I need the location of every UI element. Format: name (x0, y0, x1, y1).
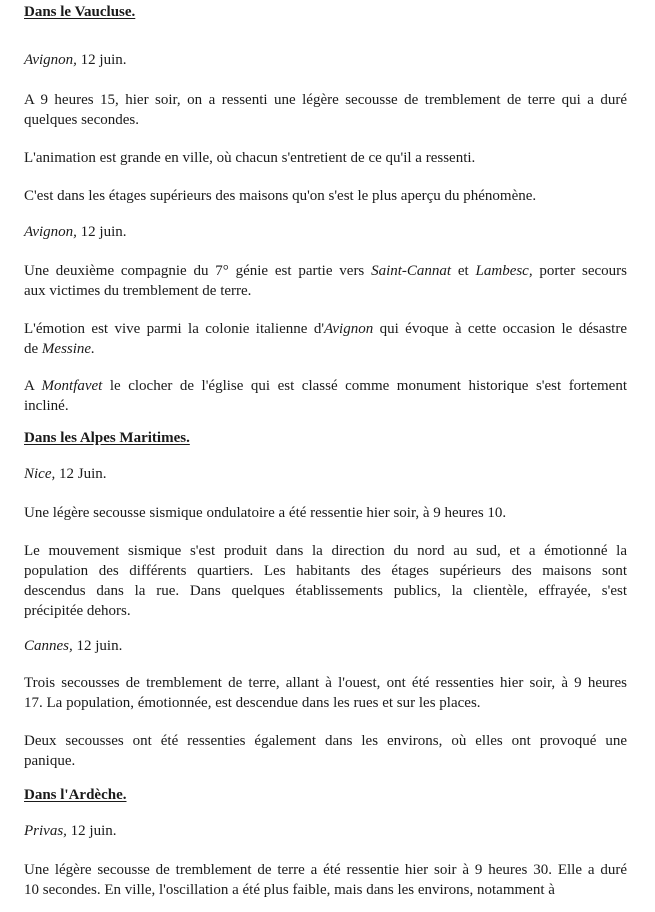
section-heading: Dans les Alpes Maritimes. (24, 430, 190, 446)
paragraph (24, 860, 627, 900)
paragraph (24, 376, 627, 416)
italic-place-name: Messine. (41, 341, 95, 357)
text-run: C'est dans les étages supérieurs des maisons qu'on s'est le plus aperçu du phénomène. (24, 188, 537, 204)
dateline (24, 222, 127, 242)
text-run: A 9 heures 15, hier soir, on a ressenti une légère secousse de tremblement de terre qui a duré (24, 92, 627, 108)
dateline (24, 464, 107, 484)
paragraph-line (24, 693, 627, 713)
paragraph-line (24, 319, 627, 339)
text-run: précipitée dehors. (24, 603, 131, 619)
paragraph-line (24, 601, 627, 621)
paragraph (24, 503, 627, 523)
paragraph-line (24, 376, 627, 396)
text-run: incliné. (24, 398, 69, 414)
paragraph (24, 731, 627, 771)
dateline-place: Avignon, (24, 224, 77, 240)
paragraph-line (24, 673, 627, 693)
dateline-date: 12 juin. (76, 224, 127, 240)
dateline-date: 12 Juin. (55, 466, 107, 482)
dateline (24, 50, 127, 70)
text-run: descendus dans la rue. Dans quelques établissements publics, la clientèle, effrayée, s'est (24, 583, 627, 599)
paragraph (24, 148, 627, 168)
text-run: porter secours (532, 263, 627, 279)
paragraph-line (24, 581, 627, 601)
paragraph-line (24, 110, 627, 130)
text-run: aux victimes du tremblement de terre. (24, 283, 252, 299)
paragraph (24, 90, 627, 130)
paragraph-line (24, 186, 627, 206)
dateline-place: Avignon, (24, 52, 77, 68)
paragraph-line (24, 261, 627, 281)
paragraph-line (24, 281, 627, 301)
paragraph-line (24, 880, 627, 900)
paragraph-line (24, 339, 627, 359)
section-heading: Dans l'Ardèche. (24, 787, 127, 803)
paragraph (24, 673, 627, 713)
dateline (24, 636, 122, 656)
dateline-place: Cannes, (24, 638, 73, 654)
italic-place-name: Lambesc, (475, 263, 533, 279)
dateline-place: Nice, (24, 466, 56, 482)
dateline-date: 12 juin. (66, 823, 117, 839)
text-run: panique. (24, 753, 76, 769)
paragraph-line (24, 90, 627, 110)
text-run: Trois secousses de tremblement de terre, allant à l'ouest, ont été ressenties hier soir, à 9 heures (24, 675, 627, 691)
paragraph (24, 261, 627, 301)
text-run: L'émotion est vive parmi la colonie italienne d' (24, 321, 325, 337)
paragraph (24, 541, 627, 621)
text-run: Une deuxième compagnie du 7° génie est partie vers (24, 263, 372, 279)
text-run: quelques secondes. (24, 112, 139, 128)
dateline (24, 821, 117, 841)
dateline-place: Privas, (24, 823, 67, 839)
italic-place-name: Saint-Cannat (371, 263, 452, 279)
text-run: qui évoque à cette occasion le désastre (373, 321, 628, 337)
section-heading: Dans le Vaucluse. (24, 4, 136, 20)
text-run: 10 secondes. En ville, l'oscillation a été plus faible, mais dans les environs, notamment à (24, 882, 555, 898)
italic-place-name: Avignon (324, 321, 374, 337)
paragraph-line (24, 751, 627, 771)
text-run: de (24, 341, 42, 357)
paragraph-line (24, 541, 627, 561)
text-run: Une légère secousse sismique ondulatoire a été ressentie hier soir, à 9 heures 10. (24, 505, 507, 521)
text-run: Deux secousses ont été ressenties également dans les environs, où elles ont provoqué une (24, 733, 627, 749)
text-run: le clocher de l'église qui est classé comme monument historique s'est fortement (102, 378, 627, 394)
text-run: 17. La population, émotionnée, est descendue dans les rues et sur les places. (24, 695, 481, 711)
paragraph-line (24, 860, 627, 880)
paragraph-line (24, 148, 627, 168)
text-run: Une légère secousse de tremblement de terre a été ressentie hier soir à 9 heures 30. Elle a duré (24, 862, 627, 878)
text-run: L'animation est grande en ville, où chacun s'entretient de ce qu'il a ressenti. (24, 150, 476, 166)
italic-place-name: Montfavet (41, 378, 103, 394)
paragraph (24, 186, 627, 206)
paragraph-line (24, 731, 627, 751)
text-run: et (451, 263, 476, 279)
paragraph (24, 319, 627, 359)
text-run: Le mouvement sismique s'est produit dans la direction du nord au sud, et a émotionné la (24, 543, 627, 559)
text-run: A (24, 378, 42, 394)
dateline-date: 12 juin. (76, 52, 127, 68)
paragraph-line (24, 503, 627, 523)
text-run: population des différents quartiers. Les habitants des étages supérieurs des maisons sont (24, 563, 627, 579)
paragraph-line (24, 561, 627, 581)
dateline-date: 12 juin. (72, 638, 123, 654)
paragraph-line (24, 396, 627, 416)
